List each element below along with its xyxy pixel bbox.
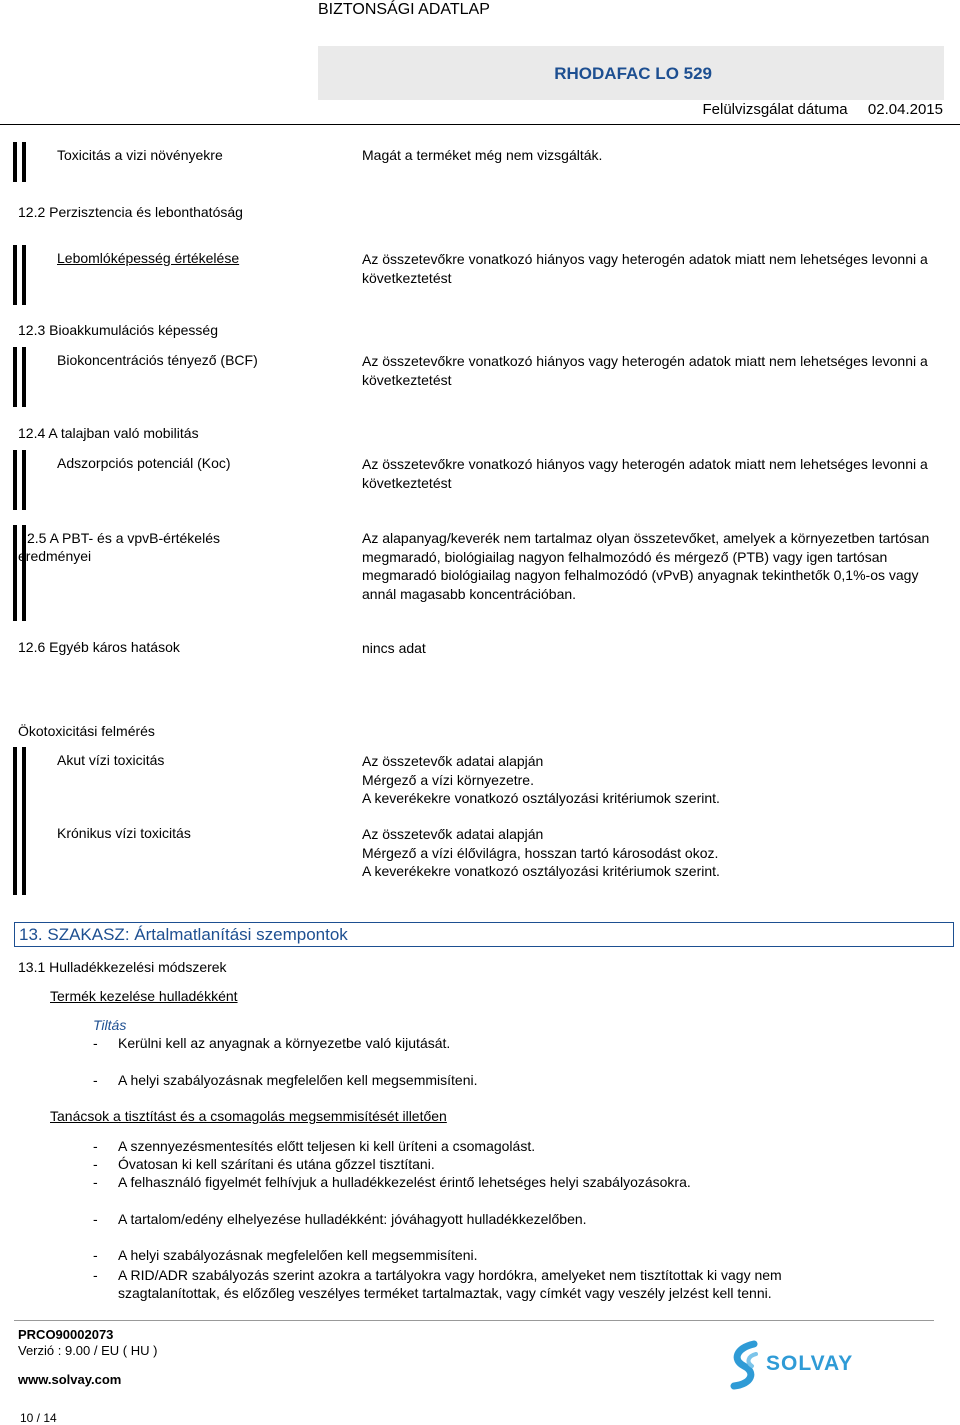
degradability-label: Lebomlóképesség értékelése [57,250,240,266]
section-12-2-title: 12.2 Perzisztencia és lebonthatóság [18,204,243,220]
list-item: - A helyi szabályozásnak megfelelően kell megsemmisíteni. [93,1247,478,1263]
acute-toxicity-value [362,752,947,808]
change-marker [22,525,26,621]
chronic-line: A keverékekre vonatkozó osztályozási kritériumok szerint. [362,863,720,879]
section-12-3-title: 12.3 Bioakkumulációs képesség [18,322,219,338]
section-12-4-title: 12.4 A talajban való mobilitás [18,425,199,441]
list-item: - A szennyezésmentesítés előtt teljesen ki kell üríteni a csomagolást. [93,1138,536,1154]
list-item: - Kerülni kell az anyagnak a környezetbe való kijutását. [93,1035,451,1051]
degradability-value: Az összetevőkre vonatkozó hiányos vagy heterogén adatok miatt nem lehetséges levonni a következtetést [362,251,928,286]
acute-line: A keverékekre vonatkozó osztályozási kritériumok szerint. [362,790,720,806]
change-marker [22,450,26,510]
footer-divider [14,1320,934,1321]
list-item: - A RID/ADR szabályozás szerint azokra a tartályokra vagy hordókra, amelyeket nem tisztítottak ki vagy nem szagtalanítottak, és előzőleg veszélyes terméket tartalmaztak, vagy címkét vagy veszély jelzést kell tenni. [93,1267,782,1301]
change-marker [22,347,26,407]
pbt-value: Az alapanyag/keverék nem tartalmaz olyan összetevőket, amelyek a környezetben tartósan megmaradó, biológiailag nagyon felhalmozódó és mérgező (PTB) vagy igen tartósan megmaradó biológiailag nagyon felhalmozódó (vPvB) anyagnak tekinthetők 0,1%-os vagy annál magasabb koncentrációban. [362,530,930,602]
bcf-value: Az összetevőkre vonatkozó hiányos vagy heterogén adatok miatt nem lehetséges levonni a következtetést [362,353,928,388]
tox-plants-label: Toxicitás a vizi növényekre [57,147,223,163]
section-13-title: 13. SZAKASZ: Ártalmatlanítási szempontok [19,925,348,944]
page-number: 10 / 14 [20,1411,57,1425]
solvay-logo [726,1340,858,1390]
website-link[interactable]: www.solvay.com [18,1372,122,1387]
change-marker [13,347,17,407]
version: Verzió : 9.00 / EU ( HU ) [18,1343,158,1358]
acute-line: Az összetevők adatai alapján [362,753,544,769]
bcf-label: Biokoncentrációs tényező (BCF) [57,352,258,368]
change-marker [22,142,26,182]
section-13-1-title: 13.1 Hulladékkezelési módszerek [18,959,227,975]
tox-plants-value: Magát a terméket még nem vizsgálták. [362,147,603,163]
document-title: BIZTONSÁGI ADATLAP [318,1,490,18]
solvay-swirl-icon [726,1340,766,1390]
prohibition-label: Tiltás [93,1017,127,1033]
document-code: PRCO90002073 [18,1327,114,1342]
change-marker [13,525,17,621]
ecotox-title: Ökotoxicitási felmérés [18,723,155,739]
list-item: - A felhasználó figyelmét felhívjuk a hulladékkezelést érintő lehetséges helyi szabályozásokra. [93,1174,691,1190]
change-marker [13,142,17,182]
section-12-6-label: 12.6 Egyéb káros hatások [18,639,180,655]
product-waste-title: Termék kezelése hulladékként [50,988,238,1004]
chronic-toxicity-value [362,825,947,881]
change-marker [13,245,17,305]
packaging-title: Tanácsok a tisztítást és a csomagolás megsemmisítését illetően [50,1108,447,1124]
list-item: - A tartalom/edény elhelyezése hulladékként: jóváhagyott hulladékkezelőben. [93,1211,587,1227]
change-marker [22,747,26,895]
chronic-line: Az összetevők adatai alapján [362,826,544,842]
list-item: - Óvatosan ki kell szárítani és utána gőzzel tisztítani. [93,1156,435,1172]
section-12-6-value: nincs adat [362,640,426,656]
chronic-line: Mérgező a vízi élővilágra, hosszan tartó károsodást okoz. [362,844,719,861]
section-13-header [14,922,954,947]
acute-line: Mérgező a vízi környezetre. [362,771,534,788]
change-marker [13,747,17,895]
revision-value: 02.04.2015 [867,101,943,118]
revision-label: Felülvizsgálat dátuma [702,101,848,118]
solvay-logo-text: SOLVAY [766,1352,854,1375]
change-marker [13,450,17,510]
chronic-toxicity-label: Krónikus vízi toxicitás [57,825,191,841]
pbt-label-line2: eredményei [18,548,92,564]
pbt-label-line1: 2.5 A PBT- és a vpvB-értékelés [27,530,220,546]
list-item: - A helyi szabályozásnak megfelelően kell megsemmisíteni. [93,1072,478,1088]
revision-date [703,101,944,118]
koc-label: Adszorpciós potenciál (Koc) [57,455,231,471]
acute-toxicity-label: Akut vízi toxicitás [57,752,165,768]
header-divider [0,124,960,125]
change-marker [22,245,26,305]
koc-value: Az összetevőkre vonatkozó hiányos vagy heterogén adatok miatt nem lehetséges levonni a következtetést [362,456,928,491]
product-name: RHODAFAC LO 529 [554,64,712,83]
